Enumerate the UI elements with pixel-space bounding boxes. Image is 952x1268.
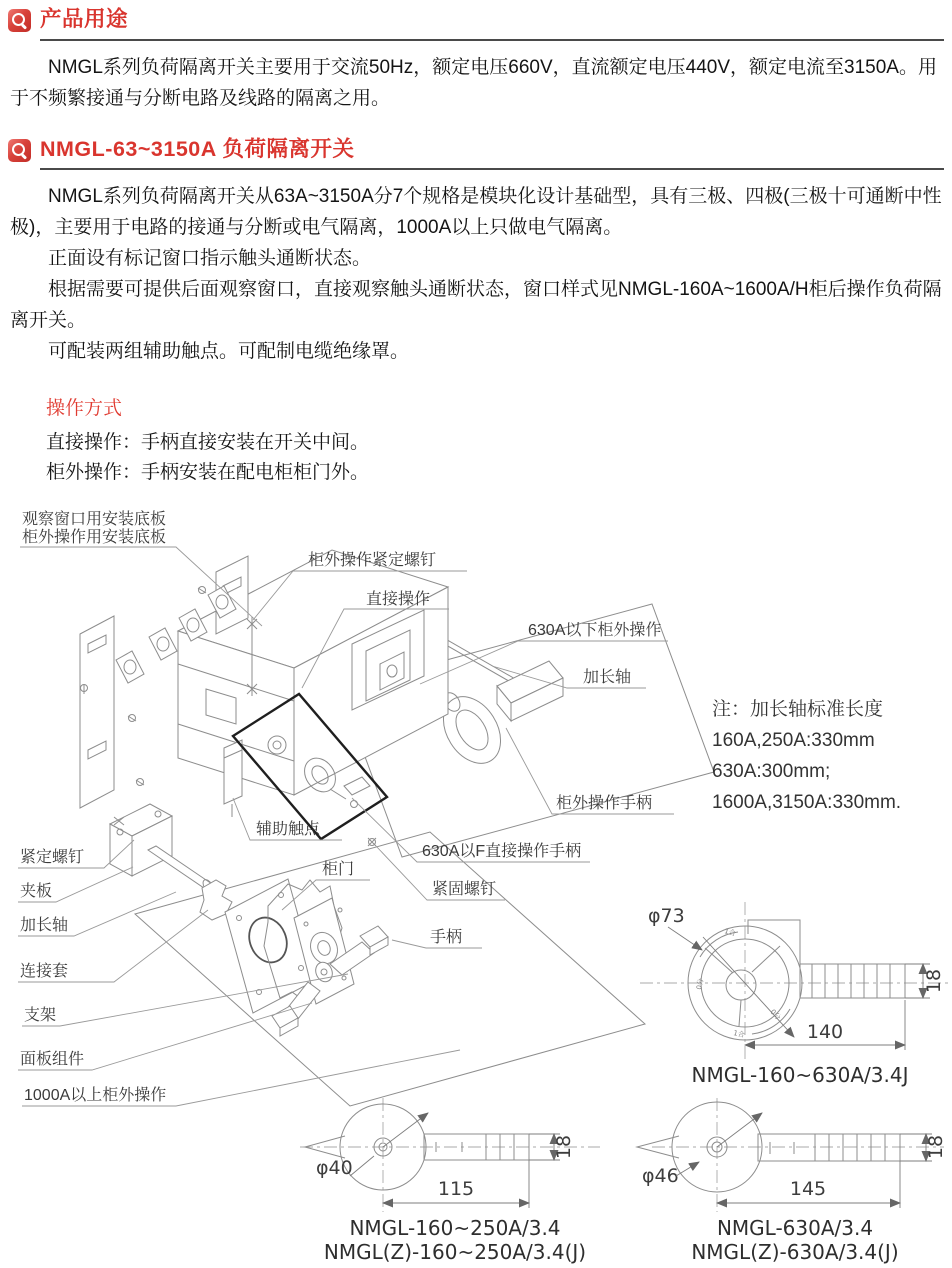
dial-mark-bottom: 1合 xyxy=(732,1029,746,1040)
operation-line-2: 柜外操作：手柄安装在配电柜柜门外。 xyxy=(46,462,370,484)
callout-external-set-screw: 柜外操作紧定螺钉 xyxy=(308,552,437,570)
callout-bracket: 支架 xyxy=(24,1007,57,1025)
callout-extension-shaft-2: 加长轴 xyxy=(20,917,69,935)
dial-mark-top: 1合 xyxy=(723,927,737,938)
dim-c-height: 18 xyxy=(925,1135,947,1160)
callout-630a-direct-handle: 630A以F直接操作手柄 xyxy=(422,843,582,861)
exploded-assembly-diagram xyxy=(0,498,952,1268)
dim-a-length: 140 xyxy=(806,1021,844,1044)
dial-mark-left: 0分 xyxy=(695,977,706,991)
note-line-4: 1600A,3150A:330mm. xyxy=(712,792,902,814)
section1-title-rule xyxy=(40,8,944,41)
callout-panel-assembly: 面板组件 xyxy=(20,1051,85,1069)
section2-paragraph-2: 正面设有标记窗口指示触头通断状态。 xyxy=(48,248,372,270)
callout-clamp-plate: 夹板 xyxy=(20,883,53,901)
dim-b-height: 18 xyxy=(553,1135,575,1160)
operation-title: 操作方式 xyxy=(46,398,123,420)
section1-body: NMGL系列负荷隔离开关主要用于交流50Hz，额定电压660V，直流额定电压440V，额定电流至3150A。用于不频繁接通与分断电路及线路的隔离之用。 xyxy=(10,56,937,109)
auxiliary-contact xyxy=(224,740,242,817)
note-line-2: 160A,250A:330mm xyxy=(712,730,875,752)
magnifier-icon xyxy=(8,139,31,162)
dial-mark-br: 0分 xyxy=(768,1008,783,1023)
callout-direct-operation: 直接操作 xyxy=(366,591,431,609)
clamp-bracket xyxy=(110,804,172,876)
model-a: NMGL-160~630A/3.4J xyxy=(691,1063,909,1088)
catalog-page xyxy=(0,0,952,488)
dimension-drawing-a xyxy=(640,902,948,1087)
operation-line-1: 直接操作：手柄直接安装在开关中间。 xyxy=(46,432,370,454)
callout-above-1000a: 1000A以上柜外操作 xyxy=(24,1087,167,1105)
dim-c-diameter: φ46 xyxy=(642,1165,679,1188)
dim-a-height: 18 xyxy=(923,969,945,994)
callout-set-screw: 紧定螺钉 xyxy=(20,849,85,867)
dim-a-diameter: φ73 xyxy=(648,905,685,928)
section1-header xyxy=(8,8,944,41)
section2-paragraph-1: NMGL系列负荷隔离开关从63A~3150A分7个规格是模块化设计基础型，具有三极、四极(三极十可通断中性极)，主要用于电路的接通与分断或电气隔离，1000A以上只做电气隔离。 xyxy=(10,186,942,239)
callout-fastening-screw: 紧固螺钉 xyxy=(432,881,497,899)
lower-shaft-coupling xyxy=(148,846,232,920)
section2-title: NMGL-63~3150A 负荷隔离开关 xyxy=(40,136,355,161)
callout-external-handle: 柜外操作手柄 xyxy=(556,795,653,813)
note-line-3: 630A:300mm; xyxy=(712,761,831,783)
dim-b-length: 115 xyxy=(437,1178,475,1201)
section1-title: 产品用途 xyxy=(40,7,129,31)
model-c1: NMGL-630A/3.4 xyxy=(716,1216,874,1241)
callout-coupling-sleeve: 连接套 xyxy=(20,963,69,981)
dimension-drawing-c xyxy=(637,1098,947,1264)
lower-plane xyxy=(135,832,645,1106)
callout-external-plate: 柜外操作用安装底板 xyxy=(22,529,167,547)
section2-header xyxy=(8,138,944,171)
dim-c-length: 145 xyxy=(789,1178,827,1201)
callout-extension-shaft: 加长轴 xyxy=(583,669,632,687)
dimension-drawing-b xyxy=(300,1098,600,1264)
callout-observation-plate: 观察窗口用安装底板 xyxy=(22,511,167,529)
external-handle xyxy=(432,661,563,774)
dim-b-diameter: φ40 xyxy=(316,1157,353,1180)
callout-auxiliary-contact: 辅助触点 xyxy=(256,821,321,839)
section2-title-rule xyxy=(40,138,944,171)
section2-paragraph-3: 根据需要可提供后面观察窗口，直接观察触头通断状态，窗口样式见NMGL-160A~1600A/H柜后操作负荷隔离开关。 xyxy=(10,279,942,332)
model-b2: NMGL(Z)-160~250A/3.4(J) xyxy=(323,1240,587,1265)
callout-below-630a: 630A以下柜外操作 xyxy=(528,622,662,640)
fastening-screw xyxy=(368,838,376,846)
model-c2: NMGL(Z)-630A/3.4(J) xyxy=(691,1240,899,1265)
operation-block xyxy=(46,393,944,488)
magnifier-icon xyxy=(8,9,31,32)
lower-exploded-view xyxy=(18,798,645,1106)
section2-paragraph-4: 可配装两组辅助触点。可配制电缆绝缘罩。 xyxy=(48,341,410,363)
callout-handle: 手柄 xyxy=(430,929,463,947)
model-b1: NMGL-160~250A/3.4 xyxy=(349,1216,561,1241)
callout-cabinet-door: 柜门 xyxy=(322,861,355,879)
note-line-1: 注：加长轴标准长度 xyxy=(712,699,884,721)
